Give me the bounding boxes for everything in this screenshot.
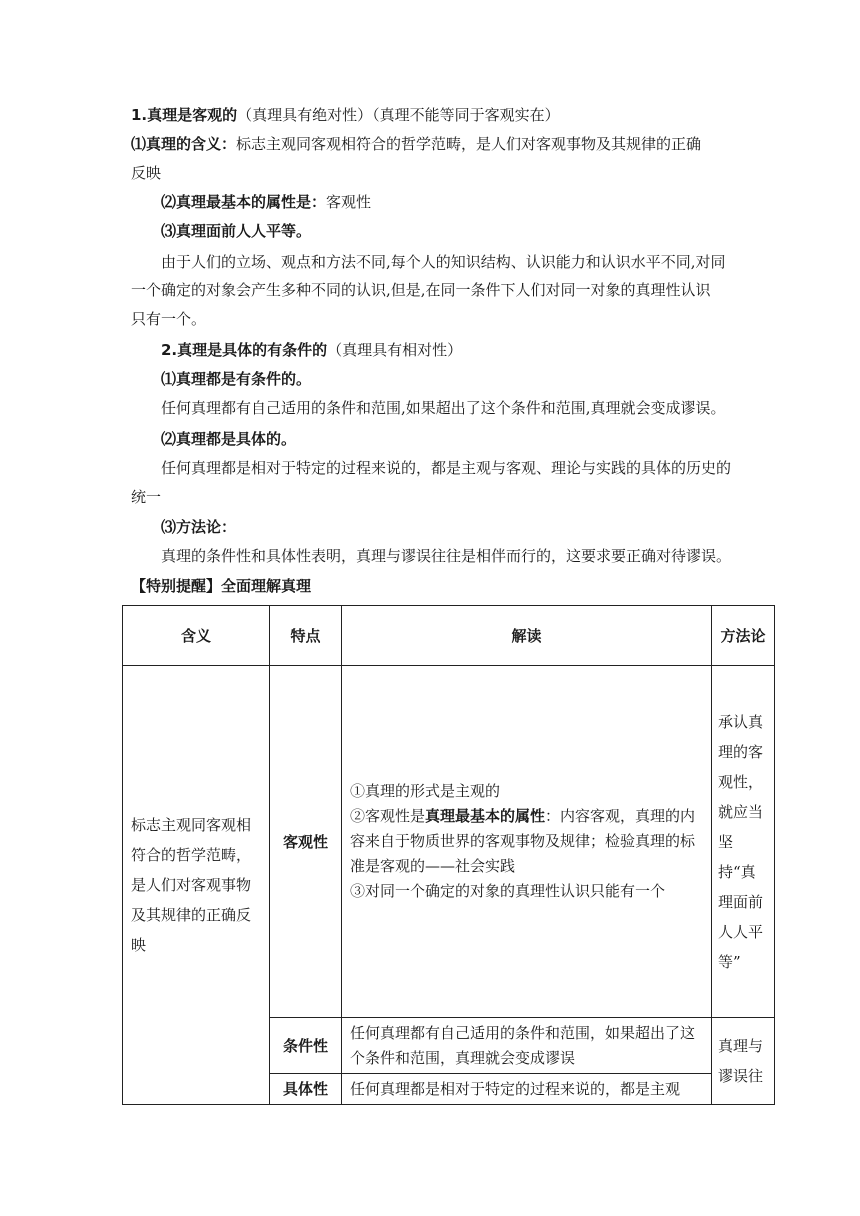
section1-heading-bold: 1.真理是客观的 bbox=[131, 106, 238, 124]
objectivity-point-2-post: ：内容客观，真理的内容来自于物质世界的客观事物及规律；检验真理的标准是客观的——社会实践 bbox=[350, 807, 696, 875]
feature-concreteness: 具体性 bbox=[270, 1074, 342, 1105]
conditional-text: 任何真理都有自己适用的条件和范围,如果超出了这个条件和范围,真理就会变成谬误。 bbox=[161, 399, 726, 417]
header-meaning: 含义 bbox=[123, 606, 270, 666]
equality-para-line-2: 一个确定的对象会产生多种不同的认识,但是,在同一条件下人们对同一对象的真理性认识 bbox=[131, 281, 711, 299]
objectivity-point-2-bold: 真理最基本的属性 bbox=[425, 807, 546, 825]
conditionality-methodology: 真理与谬误往 bbox=[712, 1018, 775, 1105]
objectivity-point-2 bbox=[350, 804, 703, 879]
section2-heading-note: （真理具有相对性） bbox=[327, 341, 463, 359]
header-feature: 特点 bbox=[270, 606, 342, 666]
equality-heading: ⑶真理面前人人平等。 bbox=[161, 222, 312, 240]
methodology-text: 真理的条件性和具体性表明，真理与谬误往往是相伴而行的，这要求要正确对待谬误。 bbox=[161, 547, 732, 565]
concreteness-description: 任何真理都是相对于特定的过程来说的，都是主观 bbox=[342, 1074, 712, 1105]
meaning-cell: 标志主观同客观相符合的哲学范畴，是人们对客观事物及其规律的正确反映 bbox=[123, 666, 270, 1105]
definition-continuation: 反映 bbox=[131, 164, 162, 182]
section1-heading-note: （真理具有绝对性）（真理不能等同于客观实在） bbox=[237, 106, 560, 124]
objectivity-point-1: ①真理的形式是主观的 bbox=[350, 782, 501, 800]
feature-objectivity: 客观性 bbox=[270, 666, 342, 1018]
objectivity-point-2-pre: ②客观性是 bbox=[350, 807, 426, 825]
section1-heading bbox=[131, 105, 741, 125]
methodology-heading: ⑶方法论： bbox=[161, 518, 237, 536]
section2-heading-bold: 2.真理是具体的有条件的 bbox=[161, 341, 328, 359]
section2-heading bbox=[161, 340, 771, 360]
header-interpretation: 解读 bbox=[342, 606, 712, 666]
concrete-text-line-2: 统一 bbox=[131, 488, 162, 506]
conditional-heading: ⑴真理都是有条件的。 bbox=[161, 370, 312, 388]
feature-conditionality: 条件性 bbox=[270, 1018, 342, 1074]
truth-table bbox=[122, 605, 775, 1105]
definition-text: 标志主观同客观相符合的哲学范畴，是人们对客观事物及其规律的正确 bbox=[236, 135, 702, 153]
table-header-row bbox=[123, 606, 775, 666]
concrete-heading: ⑵真理都是具体的。 bbox=[161, 430, 297, 448]
header-methodology: 方法论 bbox=[712, 606, 775, 666]
basic-attribute-label: ⑵真理最基本的属性是： bbox=[161, 193, 327, 211]
objectivity-point-3: ③对同一个确定的对象的真理性认识只能有一个 bbox=[350, 882, 666, 900]
equality-para-line-3: 只有一个。 bbox=[131, 310, 207, 328]
table-row bbox=[123, 666, 775, 1018]
conditionality-description: 任何真理都有自己适用的条件和范围，如果超出了这个条件和范围，真理就会变成谬误 bbox=[342, 1018, 712, 1074]
objectivity-methodology: 承认真理的客观性，就应当坚持“真理面前人人平等” bbox=[712, 666, 775, 1018]
objectivity-description bbox=[342, 666, 712, 1018]
basic-attribute-line bbox=[161, 192, 771, 212]
concrete-text-line-1: 任何真理都是相对于特定的过程来说的，都是主观与客观、理论与实践的具体的历史的 bbox=[161, 459, 732, 477]
basic-attribute-value: 客观性 bbox=[326, 193, 372, 211]
definition-line bbox=[131, 134, 741, 154]
equality-para-line-1: 由于人们的立场、观点和方法不同,每个人的知识结构、认识能力和认识水平不同,对同 bbox=[161, 253, 726, 271]
special-reminder-heading: 【特别提醒】全面理解真理 bbox=[131, 577, 312, 595]
definition-label: ⑴真理的含义： bbox=[131, 135, 237, 153]
